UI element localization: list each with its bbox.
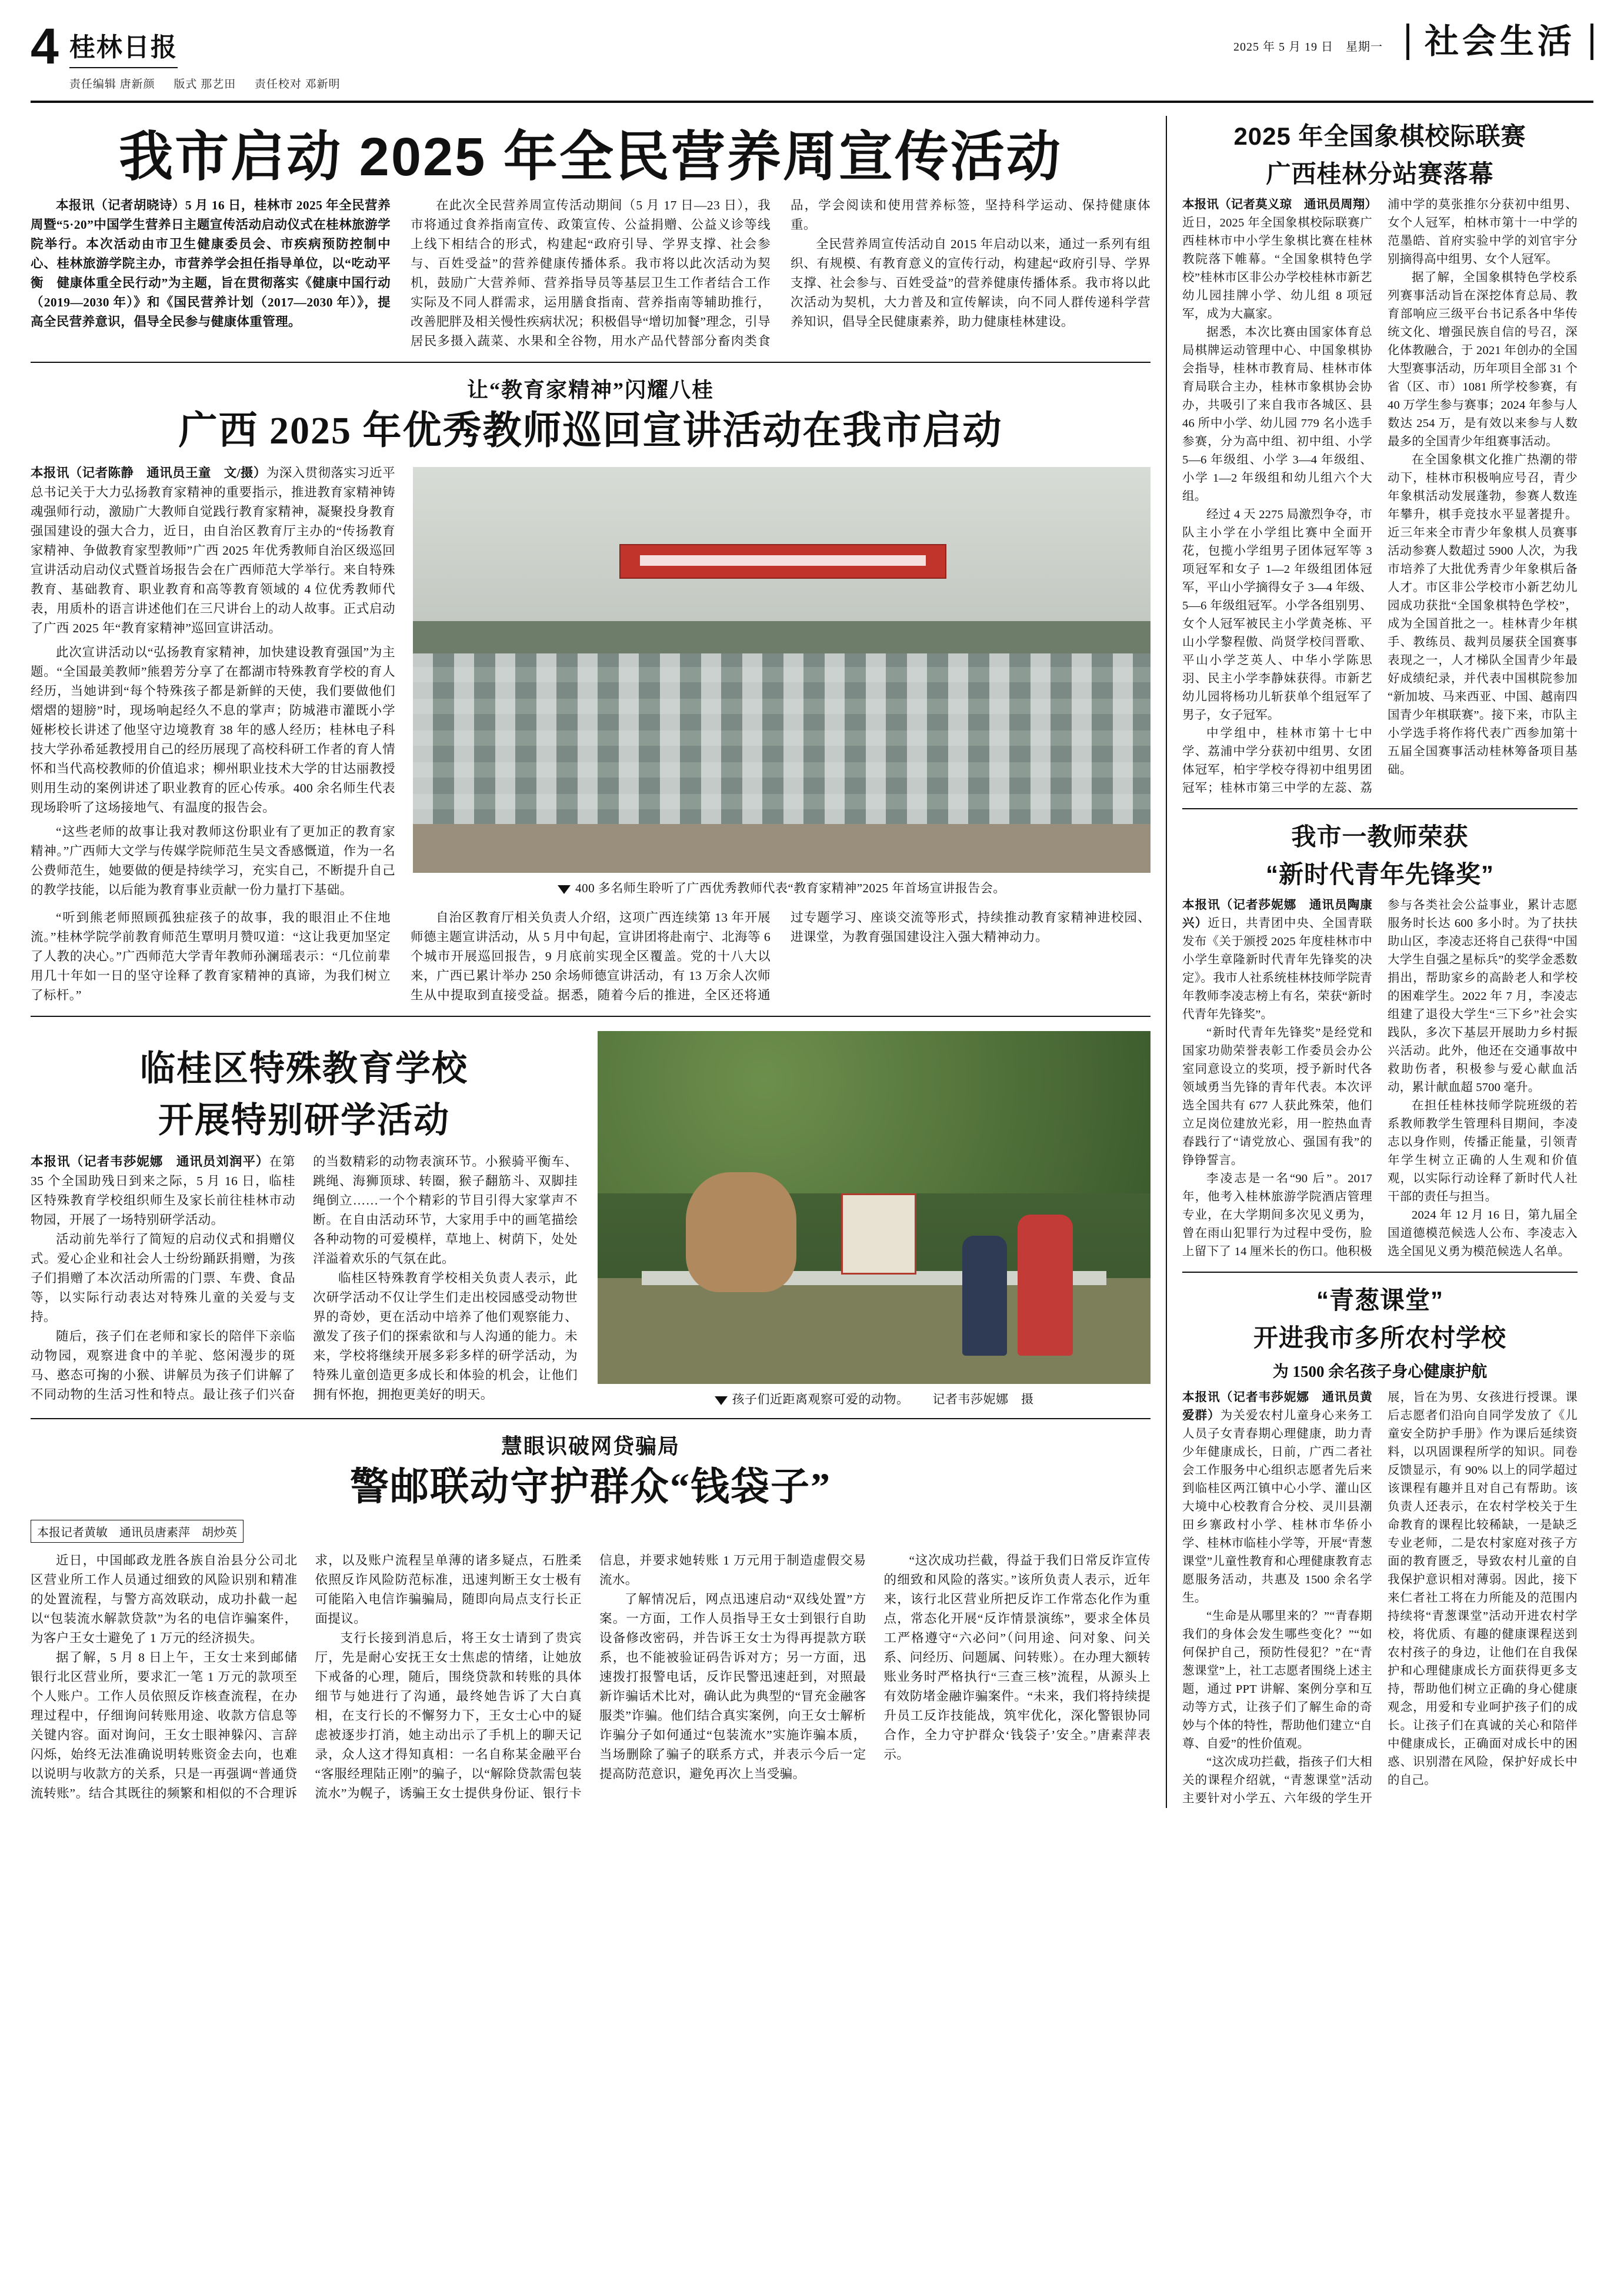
side1-title-line1: 2025 年全国象棋校际联赛 xyxy=(1233,122,1526,150)
side2-title-line1: 我市一教师荣获 xyxy=(1291,823,1469,850)
divider-2 xyxy=(31,1016,1151,1017)
masthead-left xyxy=(31,18,356,91)
article2-body-lower xyxy=(31,908,1151,1005)
side-column xyxy=(1166,116,1578,1808)
masthead xyxy=(31,18,1593,103)
side2-para-2: “新时代青年先锋奖”是经党和国家功勋荣誉表彰工作委员会办公室同意设立的奖项，授予新时代各领域勇当先锋的青年代表。本次评选全国共有 677 人获此殊荣，他们立足岗位建放光彩，用一腔热血青春践行了“请党放心、强国有我”的铮铮誓言。 xyxy=(1182,1026,1372,1167)
side-divider-2 xyxy=(1182,1272,1578,1273)
article3-byline: 本报讯（记者韦莎妮娜 通讯员刘润平） xyxy=(31,1155,269,1169)
article1-para-1: 本报讯（记者胡晓诗）5 月 16 日，桂林市 2025 年全民营养周暨“5·20”中国学生营养日主题宣传活动启动仪式在桂林旅游学院举行。本次活动由市卫生健康委员会、市疾病预防控制中心、桂林旅游学院主办，市营养学会担任指导单位，以“吃动平衡 健康体重全民行动”为主题，旨在贯彻落实《健康中国行动（2019—2030 年）》和《国民营养计划（2017—2030 年）》，提高全民营养意识，倡导全民参与健康体重管理。 xyxy=(31,198,391,329)
side1-para-4: 中学组中，桂林市第十七中学、荔浦中学分获初中组男、女团体冠军，柏宇学校夺得初中组男团冠军；桂林市第三中学的左蕊、荔浦中学的莫张推尔分获初中组男、女个人冠军，柏林市第十一中学的范墨皓、首府实验中学的刘官宇分别摘得高中组男、女个人冠军。 xyxy=(1182,198,1578,795)
article1-body xyxy=(31,196,1151,351)
side2-para-5: 2024 年 12 月 16 日，第九届全国道德模范候选人公布、李凌志入选全国见义勇为模范候选人名单。 xyxy=(1388,1209,1578,1258)
side2-para-3: 李凌志是一名“90 后”。2017 年，他考入桂林旅游学院酒店管理专业，在大学期间多次见义勇为，曾在雨山犯罪行为过程中受伤，脸上留下了 14 厘米长的伤口。他积极参与各类社会公益事业，累计志愿服务时长达 600 多小时。为了扶扶助山区，李凌志还将自己获得“中国大学生自强之星标兵”的奖学金悉数捐出，帮助家乡的高龄老人和学校的困难学生。2022 年 7 月，李凌志组建了退役大学生“三下乡”社会实践队，多次下基层开展助力乡村振兴活动。此外，他还在交通事故中救助伤者，积极参与爱心献血活动，累计献血超 5700 毫升。 xyxy=(1182,899,1578,1258)
page-body xyxy=(31,116,1593,1808)
lecture-hall-photo xyxy=(413,467,1151,873)
side3-para-2: “生命是从哪里来的？”“青春期我们的身体会发生哪些变化？”“如何保护自己，预防性侵犯？”在“青葱课堂”上，社工志愿者围绕上述主题，通过 PPT 讲解、案例分享和互动等方式，让孩子们了解生命的奇妙与个体的特性，帮助他们建立“自尊、自爱”的性价值观。 xyxy=(1182,1610,1372,1750)
side3-para-1: 为关爱农村儿童身心来务工人员子女青春期心理健康，助力青少年健康成长，日前，广西二者社会工作服务中心组织志愿者先后来到临桂区两江镇中心小学、灌山区大境中心校教育合分校、灵川县潮田乡寨政村小学、桂林市华侨小学、桂林市临桂小学等，开展“青葱课堂”儿童性教育和心理健康教育志愿服务活动，共惠及 1500 余名学生。 xyxy=(1182,1409,1372,1604)
article2-shoulder: 让“教育家精神”闪耀八桂 xyxy=(466,378,714,402)
side3-title-line2: 开进我市多所农村学校 xyxy=(1253,1324,1506,1352)
side3-byline: 本报讯（记者韦莎妮娜 通讯员黄爱群） xyxy=(1182,1391,1372,1422)
article2-photo-wrap xyxy=(413,467,1151,896)
side-divider-1 xyxy=(1182,808,1578,809)
publication-date: 2025 年 5 月 19 日 星期一 xyxy=(1233,41,1383,54)
article2-caption-text: 400 多名师生聆听了广西优秀教师代表“教育家精神”2025 年首场宣讲报告会。 xyxy=(575,881,1006,895)
credit-proofreader: 责任校对 邓新明 xyxy=(254,78,341,91)
divider-3 xyxy=(31,1418,1151,1419)
article3-para-3: 随后，孩子们在老师和家长的陪伴下亲临动物园，观察进食中的羊驼、悠闲漫步的斑马、憨态可掬的小猴、讲解员为孩子们讲解了不同动物的生活习性和特点。最让孩子们兴奋的当数精彩的动物表演环节。小猴骑平衡车、跳绳、海狮顶球、转圈，猴子翻筋斗、双脚挂绳倒立……一个个精彩的节目引得大家掌声不断。在自由活动环节，大家用手中的画笔描绘各种动物的可爱模样，草地上、树荫下，处处洋溢着欢乐的气氛在此。 xyxy=(31,1155,578,1402)
paper-name: 桂林日报 xyxy=(69,26,178,68)
side1-byline-para xyxy=(1182,196,1378,323)
article4-para-1: 近日，中国邮政龙胜各族自治县分公司北区营业所工作人员通过细致的风险识别和精准的处置流程，与警方高效联动，成功扑截一起以“包装流水解款贷款”为名的电信诈骗案件，为客户王女士避免了 1 万元的经济损失。 xyxy=(31,1553,298,1645)
article3-headline-line1: 临桂区特殊教育学校 xyxy=(140,1049,468,1088)
article2-para-3: “这些老师的故事让我对教师这份职业有了更加正的教育家精神。”广西师大文学与传媒学院师范生吴文香感慨道，作为一名公费师范生，她要做的便是持续学习，充实自己，不断提升自己的教学技能，以后能为教育事业贡献一份力量打下基础。 xyxy=(31,825,395,897)
side2-para-1: 近日，共青团中央、全国青联发布《关于颁授 2025 年度桂林市中小学生章隆新时代青年先锋奖的决定》。我市人社系统桂林技师学院青年教师李凌志榜上有名，荣获“新时代青年先锋奖”。 xyxy=(1182,917,1372,1021)
article-chess-league xyxy=(1182,119,1578,798)
side2-title-line2: “新时代青年先锋奖” xyxy=(1265,860,1494,888)
side2-byline-para xyxy=(1182,896,1372,1024)
caption-triangle-icon xyxy=(558,885,571,894)
article-nutrition-week xyxy=(31,126,1151,351)
article1-para-3: 全民营养周宣传活动自 2015 年启动以来，通过一系列有组织、有规模、有教育意义的宣传行动，构建起“政府引导、学界支撑、社会参与、百姓受益”的营养健康传播体系。我市将以此次活动为契机，大力普及和宣传解读，向不同人群传递科学营养知识，倡导全民健康素养，助力健康桂林建设。 xyxy=(791,237,1151,329)
main-column xyxy=(31,116,1166,1808)
article2-para-4: “听到熊老师照顾孤独症孩子的故事，我的眼泪止不住地流。”桂林学院学前教育师范生覃明月赞叹道：“这让我更加坚定了人教的决心。”广西师范大学青年教师孙澜瑶表示：“几位前辈用几十年如一日的坚守诠释了教育家精神的真谛，为我们树立了标杆。” xyxy=(31,910,391,1002)
article4-shoulder: 慧眼识破网贷骗局 xyxy=(501,1435,680,1458)
article-special-education xyxy=(31,1028,1151,1407)
article2-byline-para xyxy=(31,463,395,638)
article2-para-2: 此次宣讲活动以“弘扬教育家精神，加快建设教育强国”为主题。“全国最美教师”熊碧芳分享了在都湖市特殊教育学校的育人经历，当她讲到“每个特殊孩子都是新鲜的天使，我们要做他们熠熠的翅膀”时，现场响起经久不息的掌声；防城港市灌既小学娅彬校长讲述了他坚守边境教育 38 年的感人经历；桂林电子科技大学孙希延教授用自己的经历展现了高校科研工作者的育人情怀和当代高校教师的价值追求；柳州职业技术大学的甘达丽教授则用生动的案例讲述了职业教育的匠心传承。400 余名师生代表现场聆听了这场接地气、有温度的报告会。 xyxy=(31,645,395,815)
article1-headline: 我市启动 2025 年全民营养周宣传活动 xyxy=(119,127,1062,187)
article4-byline-box: 本报记者黄敏 通讯员唐素萍 胡炒英 xyxy=(31,1520,244,1543)
credit-editor: 责任编辑 唐新颜 xyxy=(69,78,155,91)
article3-photo-credit: 记者韦莎妮娜 摄 xyxy=(932,1392,1034,1406)
article4-para-4: 了解情况后，网点迅速启动“双线处置”方案。一方面，工作人员指导王女士到银行自助设备修改密码，并告诉王女士为得再提款方联系，也不能被验证码告诉对方；另一方面，迅速拨打报警电话，反诈民警迅速赶到，对照最新诈骗话术比对，确认此为典型的“冒充金融客服类”诈骗。他们结合真实案例，向王女士解析诈骗分子如何通过“包装流水”实施诈骗本质，当场删除了骗子的联系方式，并表示今后一定提高防范意识，避免再次上当受骗。 xyxy=(599,1592,866,1781)
side1-byline: 本报讯（记者莫义琼 通讯员周翔） xyxy=(1182,198,1378,211)
article4-body xyxy=(31,1551,1151,1803)
side3-para-3: “这次成功拦截，指孩子们大相关的课程介绍就，“青葱课堂”活动主要针对小学五、六年级的学生开展，旨在为男、女孩进行授课。课后志愿者们沿向自同学发放了《儿童安全防护手册》作为课后延续资料，以巩固课程所学的知识。同卷反馈显示，有 90% 以上的同学超过该课程有趣并且对自己有帮助。该负责人还表示，在农村学校关于生命教育的课程比较稀缺，一是缺乏专业老师，二是农村家庭对孩子方面的教育匮乏，导致农村儿童的自我保护意识相对薄弱。因此，接下来仁者社工将在力所能及的范围内持续将“青葱课堂”活动开进农村学校，将优质、有趣的健康课程送到农村孩子的身边，让他们在自我保护和心理健康成长方面获得更多支持，帮助他们树立正确的身心健康观念，用爱和专业呵护孩子们的成长。让孩子们在真诚的关心和陪伴中健康成长，正确面对成长中的困惑、识别潜在风险，保护好成长中的自己。 xyxy=(1182,1391,1578,1805)
side1-para-5: 据了解，全国象棋特色学校系列赛事活动旨在深挖体育总局、教育部响应三级平台书记系各中华传统文化、增强民族自信的号召，深化体教融合，于 2021 年创办的全国大型赛事活动，历年项目全部 31 个省（区、市）1081 所学校参赛，有 40 万学生参与赛事；2024 年参与人数达 254 万，是有效以来参与人数最多的全国青少年组赛事活动。 xyxy=(1388,271,1578,448)
zoo-visit-photo xyxy=(598,1031,1151,1384)
side1-para-1: 近日，2025 年全国象棋校际联赛广西桂林市中小学生象棋比赛在桂林教院落下帷幕。“全国象棋特色学校”桂林市区非公办学校桂林市新艺幼儿园挂牌小学、幼儿组 8 项冠军，成为大赢家。 xyxy=(1182,216,1372,321)
side2-para-4: 在担任桂林技师学院班级的若系教师教学生管理科目期间，李凌志以身作则，传播正能量，引领青年学生树立正确的人生观和价值观，以实际行动诠释了新时代人社干部的责任与担当。 xyxy=(1388,1099,1578,1203)
article3-para-2: 活动前先举行了简短的启动仪式和捐赠仪式。爱心企业和社会人士纷纷踊跃捐赠，为孩子们捐赠了本次活动所需的门票、车费、食品等，以实际行动表达对特殊儿童的关爱与支持。 xyxy=(31,1232,295,1324)
caption-triangle-icon-2 xyxy=(715,1396,728,1405)
section-title: 社会生活 xyxy=(1406,24,1593,60)
masthead-right xyxy=(1233,24,1593,61)
article3-byline-para xyxy=(31,1152,295,1230)
side3-subtitle: 为 1500 余名孩子身心健康护航 xyxy=(1272,1363,1488,1380)
article3-para-4: 临桂区特殊教育学校相关负责人表示，此次研学活动不仅让学生们走出校园感受动物世界的奇妙，更在活动中培养了他们观察能力、激发了孩子们的探索欲和与人沟通的能力。未来，学校将继续开展多彩多样的研学活动，为特殊儿童创造更多成长和体验的机会，让他们拥有怀抱，拥抱更美好的明天。 xyxy=(313,1271,578,1402)
article4-para-3: 支行长接到消息后，将王女士请到了贵宾厅，先是耐心安抚王女士焦虑的情绪，让她放下戒备的心理，随后，围绕贷款和转账的具体细节与她进行了沟通，最终她告诉了大白真相，在支行长的不懈努力下，王女士心中的疑虑被逐步打消，她主动出示了手机上的聊天记录，众人这才得知真相：一名自称某金融平台“客服经理陆正刚”的骗子，以“解除贷款需包装流水”为幌子，诱骗王女士提供身份证、银行卡信息，并要求她转账 1 万元用于制造虚假交易流水。 xyxy=(315,1553,866,1800)
article1-para-2: 在此次全民营养周宣传活动期间（5 月 17 日—23 日），我市将通过食养指南宣传、政策宣传、公益捐赠、公益义诊等线上线下相结合的形式，构建起“政府引导、学界支撑、社会参与、百姓受益”的营养健康传播体系。我市将以此次活动为契机，鼓励广大营养师、营养指导员等基层卫生工作者结合工作实际及不同人群需求，运用膳食指南、营养指南等辅助推行，改善肥胖及相关慢性疾病状况；积极倡导“增切加餐”理念，引导居民多摄入蔬菜、水果和全谷物，用水产品代替部分畜肉类食品，学会阅读和使用营养标签，坚持科学运动、保持健康体重。 xyxy=(411,198,1151,348)
masthead-credits xyxy=(69,75,356,91)
article2-para-1: 为深入贯彻落实习近平总书记关于大力弘扬教育家精神的重要指示，推进教育家精神铸魂强师行动，激励广大教师自觉践行教育家精神，凝聚投身教育强国建设的强大合力，近日，由自治区教育厅主办的“传扬教育家精神、争做教育家型教师”广西 2025 年优秀教师自治区级巡回宣讲活动启动仪式暨首场报告会在广西师范大学举行。来自特殊教育、基础教育、职业教育和高等教育领域的 4 位优秀教师代表，用质朴的语言讲述他们在三尺讲台上的动人故事。正式启动了广西 2025 年“教育家精神”巡回宣讲活动。 xyxy=(31,466,395,635)
credit-layout: 版式 那艺田 xyxy=(174,78,236,91)
article2-photo-caption xyxy=(413,879,1151,896)
article-youth-pioneer-award xyxy=(1182,820,1578,1261)
page-number: 4 xyxy=(31,18,59,75)
side1-title-line2: 广西桂林分站赛落幕 xyxy=(1266,160,1494,188)
side1-body xyxy=(1182,196,1578,798)
article3-caption-text: 孩子们近距离观察可爱的动物。 xyxy=(732,1392,909,1406)
article-green-classroom xyxy=(1182,1283,1578,1808)
article2-headline: 广西 2025 年优秀教师巡回宣讲活动在我市启动 xyxy=(178,409,1003,452)
divider-1 xyxy=(31,362,1151,363)
article4-para-5: “这次成功拦截，得益于我们日常反诈宣传的细致和风险的落实。”该所负责人表示，近年来，该行北区营业所把反诈工作常态化作为重点，常态化开展“反诈情景演练”，要求全体员工严格遵守“六必问”（问用途、问对象、问关系、问经历、问题属、问转账）。在办理大额转账业务时严格执行“三查三核”流程，从源头上有效防堵金融诈骗案件。“未来，我们将持续提升员工反诈技能战，筑牢优化，深化警银协同合作，全力守护群众‘钱袋子’安全。”唐素萍表示。 xyxy=(883,1553,1151,1762)
article3-photo-caption xyxy=(598,1390,1151,1407)
article3-photo-wrap xyxy=(598,1031,1151,1407)
article-anti-fraud xyxy=(31,1430,1151,1803)
side2-byline: 本报讯（记者莎妮娜 通讯员陶康兴） xyxy=(1182,899,1372,930)
side3-title-line1: “青葱课堂” xyxy=(1316,1286,1443,1314)
article3-para-1: 在第 35 个全国助残日到来之际，5 月 16 日，临桂区特殊教育学校组织师生及家长前往桂林市动物园，开展了一场特别研学活动。 xyxy=(31,1155,295,1227)
article2-byline: 本报讯（记者陈静 通讯员王童 文/摄） xyxy=(31,466,266,480)
article3-headline-line2: 开展特别研学活动 xyxy=(158,1101,450,1140)
article2-para-5: 自治区教育厅相关负责人介绍，这项广西连续第 13 年开展师德主题宣讲活动，从 5 月中旬起，宣讲团将赴南宁、北海等 6 个城市开展巡回报告，9 月底前实现全区覆盖。党的十八大以来，广西已累计举办 250 余场师德宣讲活动，有 13 万余人次师生从中提取到直接受益。据悉，随着今后的推进，全区还将通过专题学习、座谈交流等形式，持续推动教育家精神进校园、进课堂，为教育强国建设注入强大精神动力。 xyxy=(411,910,1151,1002)
side2-body xyxy=(1182,896,1578,1261)
article-teacher-tour xyxy=(31,373,1151,1005)
article4-para-2: 据了解，5 月 8 日上午，王女士来到邮储银行北区营业所，要求汇一笔 1 万元的款项至个人账户。工作人员依照反诈核查流程，在办理过程中，仔细询问转账用途、收款方信息等关键内容。面对询问，王女士眼神躲闪、言辞闪烁，始终无法准确说明转账资金去向，也难以说明与收款方的关系，只是一再强调“普通贷流转账”。结合其既往的频繁和相似的不合理诉求，以及账户流程呈单薄的诸多疑点，石胜柔依照反诈风险防范标准，迅速判断王女士极有可能陷入电信诈骗骗局，随即向局点支行长正面提议。 xyxy=(31,1553,582,1800)
side3-body xyxy=(1182,1389,1578,1808)
side1-para-2: 据悉，本次比赛由国家体育总局棋牌运动管理中心、中国象棋协会指导，桂林市教育局、桂林市体育局联合主办，桂林市象棋协会协办，共吸引了来自我市各城区、县 46 所中小学、幼儿园 779 名小选手参赛，分为高中组、初中组、小学 5—6 年级组、小学 3—4 年级组、小学 1—2 年级组和幼儿组六个大组。 xyxy=(1182,326,1372,503)
masthead-title-wrap xyxy=(69,24,356,91)
article4-headline: 警邮联动守护群众“钱袋子” xyxy=(350,1466,831,1509)
side1-para-3: 经过 4 天 2275 局激烈争夺，市队主小学在小学组比赛中全面开花，包揽小学组男子团体冠军等 3 项冠军和女子 1—2 年级组团体冠军，平山小学摘得女子 3—4 年级、5—6 年级组冠军。小学各组别男、女个人冠军被民主小学黄尧栋、平山小学黎程傲、尚贤学校闫晋歌、平山小学芝英人、中华小学陈思羽、民主小学李静妹获得。市新艺幼儿园将杨功儿斩获单个组冠军了男子，女子冠军。 xyxy=(1182,508,1372,722)
side3-byline-para xyxy=(1182,1389,1372,1607)
side1-para-6: 在全国象棋文化推广热潮的带动下，桂林市积极响应号召，青少年象棋活动发展蓬勃，参赛人数连年攀升，棋手竞技水平显著提升。近三年来全市青少年象棋人员赛事活动参赛人数超过 5900 人次，为我市培养了大批优秀青少年象棋后备人才。市区非公学校市小新艺幼儿园成功获批“全国象棋特色学校”，成为全国首批之一。桂林青少年棋手、教练员、裁判员屡获全国赛事表现之一，人才梯队全国青少年最好成绩纪录，并代表中国棋院参加“新加坡、马来西亚、中国、越南四国青少年棋联赛”。接下来，市队主小学选手将作将代表广西参加第十五届全国赛事活动桂林筹备项目基础。 xyxy=(1388,453,1578,776)
